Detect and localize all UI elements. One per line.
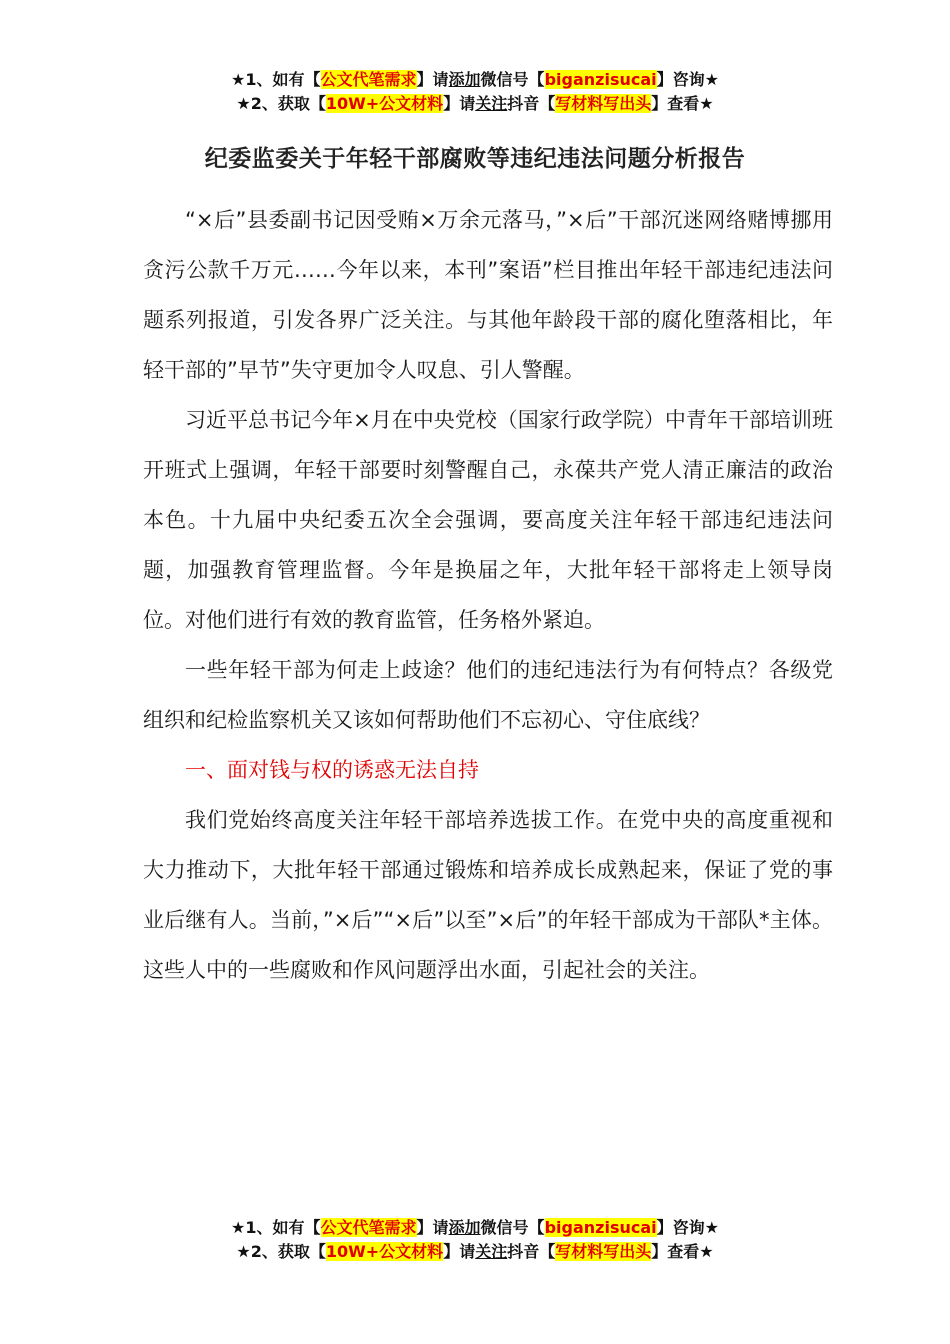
banner-text: 微信号【 (480, 1218, 545, 1237)
paragraph: 习近平总书记今年×月在中央党校（国家行政学院）中青年干部培训班开班式上强调，年轻干部要时刻警醒自己，永葆共产党人清正廉洁的政治本色。十九届中央纪委五次全会强调，要高度关注年轻干部违纪违法问题，加强教育管理监督。今年是换届之年，大批年轻干部将走上领导岗位。对他们进行有效的教育监管，任务格外紧迫。 (143, 408, 833, 632)
paragraph: “×后”县委副书记因受贿×万余元落马，”×后”干部沉迷网络赌博挪用贪污公款千万元……今年以来，本刊”案语”栏目推出年轻干部违纪违法问题系列报道，引发各界广泛关注。与其他年龄段干部的腐化堕落相比，年轻干部的”早节”失守更加令人叹息、引人警醒。 (143, 208, 833, 382)
highlight-wechat-id: biganzisucai (544, 1218, 657, 1237)
banner-text: 1、如有【 (245, 70, 321, 89)
emphasis-follow: 关注 (475, 94, 508, 113)
banner-text: 抖音【 (507, 1242, 556, 1261)
emphasis-add: 添加 (448, 1218, 481, 1237)
highlight-service: 公文代笔需求 (320, 70, 417, 89)
highlight-douyin-account: 写材料写出头 (555, 1242, 652, 1261)
star-icon: ★ (236, 94, 251, 113)
star-icon: ★ (231, 1218, 246, 1237)
highlight-wechat-id: biganzisucai (544, 70, 657, 89)
banner-text: 】查看 (651, 94, 700, 113)
banner-text: 抖音【 (507, 94, 556, 113)
banner-text: 微信号【 (480, 70, 545, 89)
highlight-douyin-account: 写材料写出头 (555, 94, 652, 113)
banner-text: 2、获取【 (250, 94, 326, 113)
banner-text: 】请 (416, 1218, 449, 1237)
banner-line-2 (0, 92, 950, 116)
paragraph: 我们党始终高度关注年轻干部培养选拔工作。在党中央的高度重视和大力推动下，大批年轻干部通过锻炼和培养成长成熟起来，保证了党的事业后继有人。当前，”×后”“×后”以至”×后”的年轻干部成为干部队*主体。这些人中的一些腐败和作风问题浮出水面，引起社会的关注。 (143, 808, 833, 982)
paragraph: 一些年轻干部为何走上歧途？他们的违纪违法行为有何特点？各级党组织和纪检监察机关又该如何帮助他们不忘初心、守住底线？ (143, 658, 833, 732)
banner-text: 1、如有【 (245, 1218, 321, 1237)
banner-text: 】请 (416, 70, 449, 89)
bottom-banner (0, 1216, 950, 1264)
banner-line-1 (0, 68, 950, 92)
banner-text: 】请 (443, 1242, 476, 1261)
banner-text: 2、获取【 (250, 1242, 326, 1261)
star-icon: ★ (231, 70, 246, 89)
section-heading: 一、面对钱与权的诱惑无法自持 (185, 758, 479, 782)
highlight-materials: 10W+公文材料 (325, 94, 444, 113)
banner-line-1 (0, 1216, 950, 1240)
highlight-materials: 10W+公文材料 (325, 1242, 444, 1261)
star-icon: ★ (699, 94, 714, 113)
emphasis-add: 添加 (448, 70, 481, 89)
banner-text: 】咨询 (656, 1218, 705, 1237)
emphasis-follow: 关注 (475, 1242, 508, 1261)
document-body (143, 195, 833, 995)
star-icon: ★ (704, 1218, 719, 1237)
banner-text: 】查看 (651, 1242, 700, 1261)
star-icon: ★ (704, 70, 719, 89)
highlight-service: 公文代笔需求 (320, 1218, 417, 1237)
banner-text: 】咨询 (656, 70, 705, 89)
banner-line-2 (0, 1240, 950, 1264)
star-icon: ★ (236, 1242, 251, 1261)
star-icon: ★ (699, 1242, 714, 1261)
banner-text: 】请 (443, 94, 476, 113)
document-title: 纪委监委关于年轻干部腐败等违纪违法问题分析报告 (204, 146, 746, 172)
top-banner (0, 68, 950, 116)
